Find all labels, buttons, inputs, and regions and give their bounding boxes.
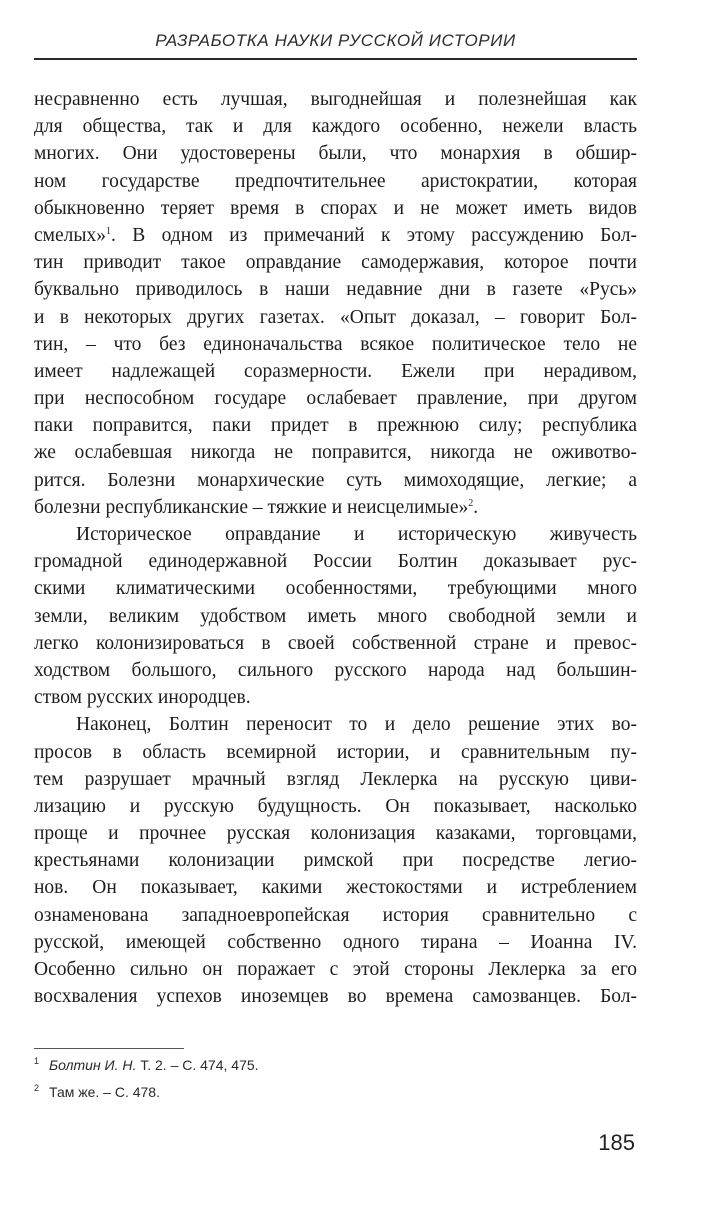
text-line-content: Особенно сильно он поражает с этой стороны Леклерка за его [34, 959, 637, 980]
footnote-text: Там же. – С. 478. [49, 1084, 160, 1100]
text-line [34, 575, 637, 602]
text-line-content: русской, имеющей собственно одного тирана – Иоанна IV. [34, 931, 637, 953]
text-line [34, 412, 637, 439]
text-line-content: легко колонизироваться в своей собственной стране и превос- [34, 632, 637, 654]
text-line [34, 168, 637, 195]
footnote-author: Болтин И. Н. [49, 1057, 137, 1073]
text-line-content: Наконец, Болтин переносит то и дело решение этих во- [76, 714, 637, 736]
text-line [34, 874, 637, 901]
text-line [34, 793, 637, 820]
body-text [34, 86, 637, 1010]
text-line-content: же ослабевшая никогда не поправится, никогда не оживотво- [34, 442, 637, 464]
text-line [34, 439, 637, 466]
page-number: 185 [598, 1130, 635, 1155]
text-line-content: и в некоторых других газетах. «Опыт доказал, – говорит Бол- [34, 306, 637, 328]
text-line-content: тин, – что без единоначальства всякое политическое тело не [34, 333, 637, 355]
text-line-content: восхваления успехов иноземцев во времена самозванцев. Бол- [34, 986, 637, 1008]
text-line [34, 249, 637, 276]
text-line-content: многих. Они удостоверены были, что монархия в обшир- [34, 143, 637, 165]
text-line [34, 385, 637, 412]
text-line [34, 956, 637, 983]
text-line [34, 276, 637, 303]
text-line-content: болезни республиканские – тяжкие и неисцелимые» [34, 496, 469, 518]
text-line-content: лизацию и русскую будущность. Он показывает, насколько [34, 795, 637, 817]
text-line [34, 113, 637, 140]
text-line-content: громадной единодержавной России Болтин доказывает рус- [34, 551, 637, 573]
text-line-content: крестьянами колонизации римской при посредстве легио- [34, 850, 637, 872]
text-line-continuation: . [473, 496, 479, 518]
text-line-content: паки поправится, паки придет в прежнюю силу; республика [34, 415, 637, 437]
footnote-mark: 2 [34, 1083, 40, 1093]
text-line [34, 929, 637, 956]
text-line [34, 222, 637, 249]
text-line [34, 494, 637, 521]
text-line-content: ознаменована западноевропейская история сравнительно с [34, 904, 637, 926]
text-line-content: нов. Он показывает, какими жестокостями и истреблением [34, 877, 637, 899]
text-line [34, 603, 637, 630]
text-line-content: для общества, так и для каждого особенно, нежели власть [34, 116, 637, 138]
text-line-continuation: . В одном из примечаний к этому рассуждению Бол- [110, 224, 637, 246]
text-line-content: при неспособном государе ослабевает правление, при другом [34, 388, 637, 410]
text-line-content: ходством большого, сильного русского народа над большин- [34, 659, 637, 681]
text-line [34, 766, 637, 793]
footnote [34, 1079, 637, 1106]
running-header: РАЗРАБОТКА НАУКИ РУССКОЙ ИСТОРИИ [155, 31, 516, 50]
text-line-content: земли, великим удобством иметь много свободной земли и [34, 605, 637, 627]
text-line [34, 983, 637, 1010]
text-line-content: скими климатическими особенностями, требующими много [34, 578, 637, 600]
text-line [34, 902, 637, 929]
header-rule [34, 58, 637, 60]
text-line [34, 195, 637, 222]
text-line-content: тин приводит такое оправдание самодержавия, которое почти [34, 252, 637, 274]
footnote-rule [34, 1048, 184, 1049]
footnote-reference: 1 [105, 225, 111, 237]
text-line [34, 304, 637, 331]
text-line-content: смелых» [34, 224, 106, 246]
footnotes [34, 1052, 637, 1106]
text-line-content: буквально приводилось в наши недавние дни в газете «Русь» [34, 279, 637, 301]
text-line [34, 86, 637, 113]
text-line [34, 657, 637, 684]
footnote-text: Т. 2. – С. 474, 475. [136, 1057, 259, 1073]
text-line [34, 820, 637, 847]
text-line [34, 548, 637, 575]
text-line-content: тем разрушает мрачный взгляд Леклерка на русскую циви- [34, 768, 637, 790]
text-line [34, 847, 637, 874]
text-line [34, 711, 637, 738]
text-line-content: несравненно есть лучшая, выгоднейшая и полезнейшая как [34, 89, 637, 110]
text-line-content: ном государстве предпочтительнее аристократии, которая [34, 170, 637, 192]
text-line-content: Историческое оправдание и историческую живучесть [76, 524, 637, 545]
text-line-content: обыкновенно теряет время в спорах и не может иметь видов [34, 197, 637, 219]
text-line-content: проще и прочнее русская колонизация казаками, торговцами, [34, 823, 637, 845]
text-line [34, 331, 637, 358]
text-line [34, 739, 637, 766]
footnote [34, 1052, 637, 1079]
text-line [34, 358, 637, 385]
text-line-content: ством русских инородцев. [34, 687, 251, 709]
text-line [34, 630, 637, 657]
text-line [34, 140, 637, 167]
text-line-content: рится. Болезни монархические суть мимоходящие, легкие; а [34, 469, 637, 491]
text-line [34, 684, 637, 711]
footnote-mark: 1 [34, 1056, 40, 1066]
text-line [34, 521, 637, 548]
text-line [34, 467, 637, 494]
text-line-content: имеет надлежащей соразмерности. Ежели при нерадивом, [34, 360, 637, 382]
footnote-reference: 2 [468, 497, 474, 509]
text-line-content: просов в область всемирной истории, и сравнительным пу- [34, 741, 637, 763]
